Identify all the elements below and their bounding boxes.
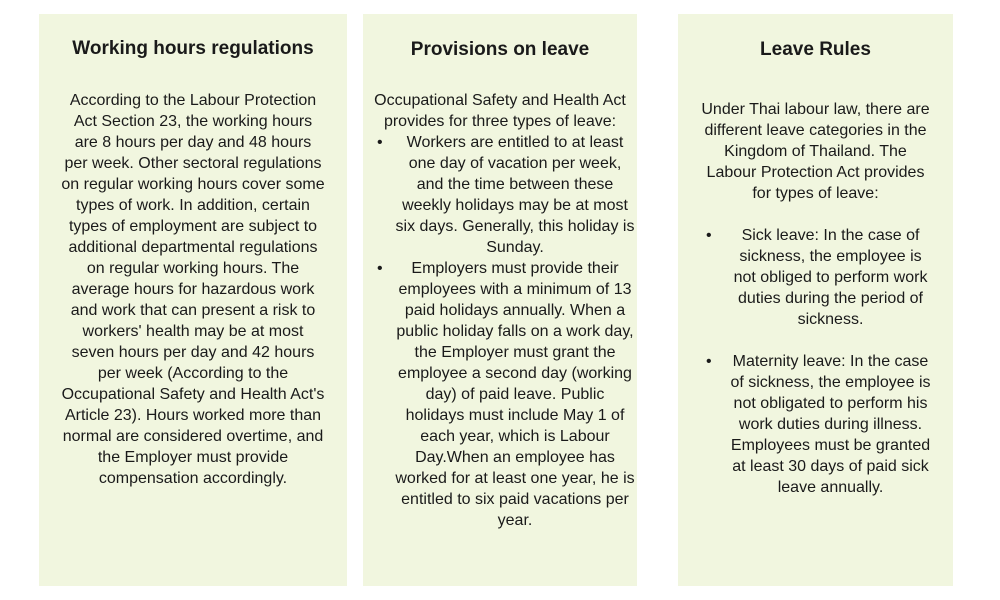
card-text: According to the Labour Protection Act Section 23, the working hours are 8 hours per day and 48 hours per week. Other sectoral regulations on regular working hours cover some types of work. In addition, certain types of employment are subject to additional departmental regulations on regular working hours. The average hours for hazardous work and work that can present a risk to workers' health may be at most seven hours per day and 42 hours per week (According to the Occupational Safety and Health Act's Article 23). Hours worked more than normal are considered overtime, and the Employer must provide compensation accordingly.	[61, 92, 325, 487]
card-title: Provisions on leave	[410, 39, 590, 60]
card-title: Working hours regulations	[72, 38, 314, 59]
list-item: • Workers are entitled to at least one day of vacation per week, and the time between these weekly holidays may be at most six days. Generally, this holiday is Sunday.	[371, 132, 635, 258]
working-hours-card	[39, 14, 347, 586]
list-item: • Maternity leave: In the case of sickness, the employee is not obligated to perform his work duties during illness. Employees must be granted at least 30 days of paid sick leave annually.	[698, 351, 933, 498]
card-intro: Under Thai labour law, there are different leave categories in the Kingdom of Thailand. The Labour Protection Act provides for types of leave:	[701, 101, 930, 202]
card-intro: Occupational Safety and Health Act provides for three types of leave:	[374, 92, 626, 130]
card-title: Leave Rules	[760, 39, 871, 60]
list-item: • Sick leave: In the case of sickness, the employee is not obliged to perform work duties during the period of sickness.	[698, 225, 933, 330]
provisions-on-leave-card	[363, 14, 637, 586]
list-item: • Employers must provide their employees with a minimum of 13 paid holidays annually. When a public holiday falls on a work day, the Employer must grant the employee a second day (working day) of paid leave. Public holidays must include May 1 of each year, which is Labour Day.When an employee has worked for at least one year, he is entitled to six paid vacations per year.	[371, 258, 635, 531]
card-body	[698, 99, 933, 498]
leave-rules-card	[678, 14, 953, 586]
card-body	[371, 90, 635, 531]
bullet-list	[698, 225, 933, 498]
bullet-list	[371, 132, 635, 531]
